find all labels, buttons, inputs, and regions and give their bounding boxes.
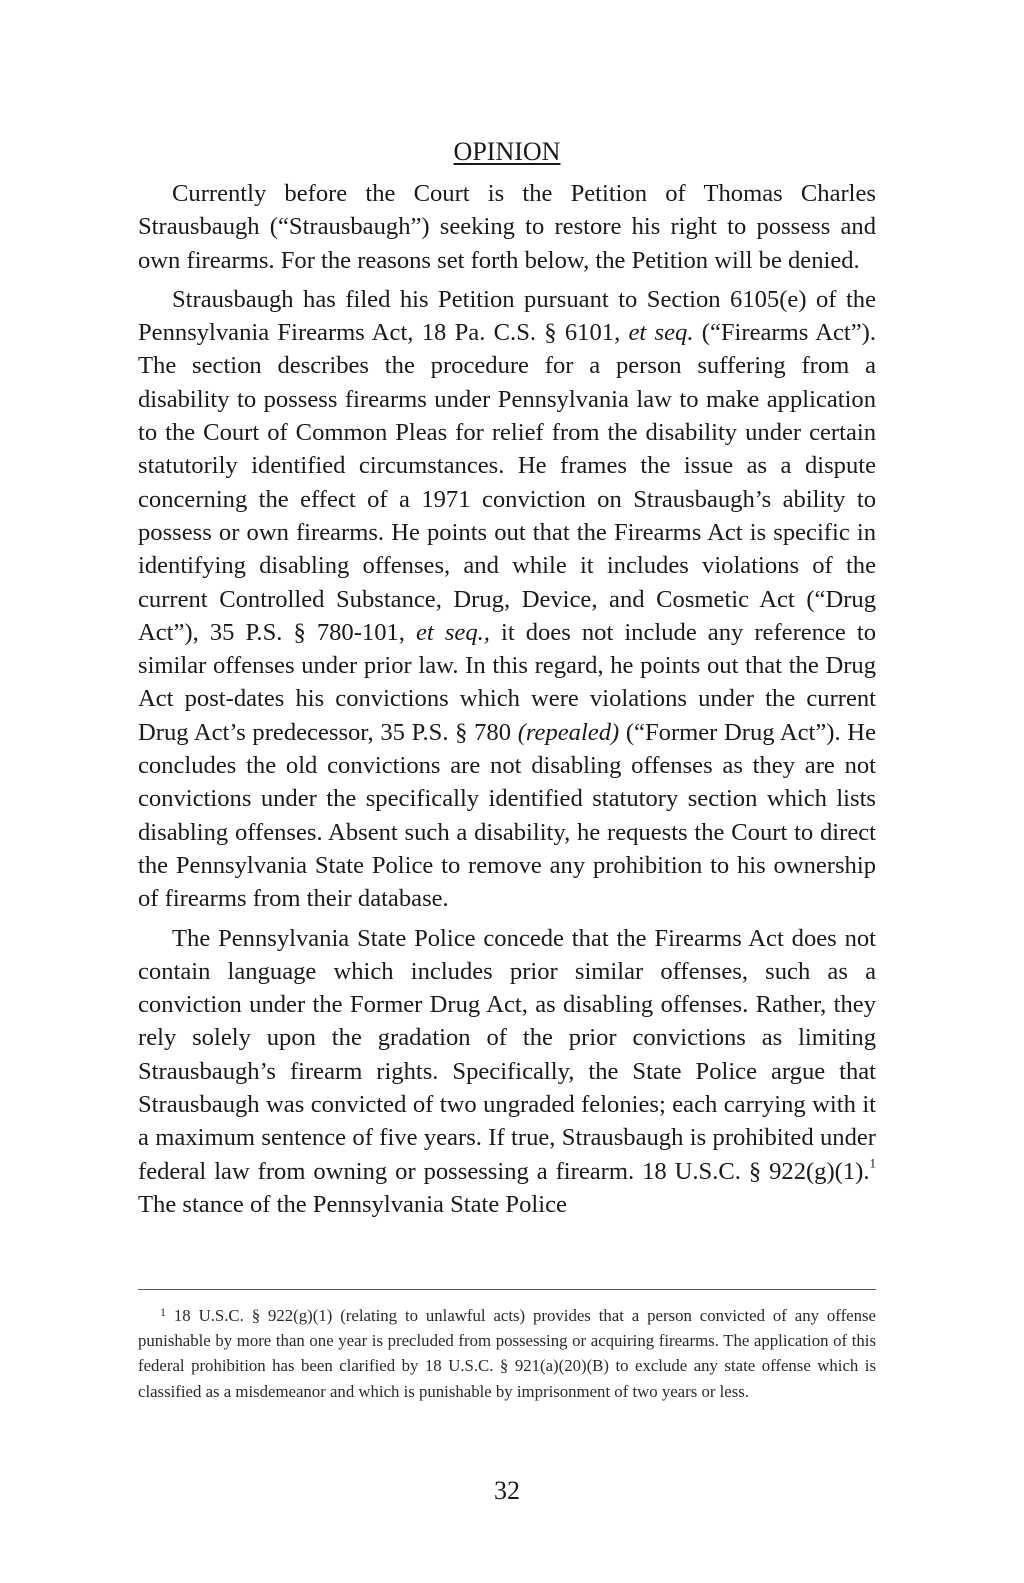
paragraph-text: Strausbaugh has filed his Petition pursuant to Section 6105(e) of the Pennsylvania Firearms Act, 18 Pa. C.S. § 6101, — [138, 285, 876, 347]
page-number: 32 — [494, 1476, 520, 1505]
paragraph-text: Currently before the Court is the Petition of Thomas Charles Strausbaugh (“Strausbaugh”) seeking to restore his right to possess and own firearms. For the reasons set forth below, the Petition will be denied. — [138, 180, 876, 274]
italic-citation: et seq., — [416, 618, 490, 646]
paragraph-text: (“Former Drug Act”). He concludes the old convictions are not disabling offenses as they are not convictions under the specifically identified statutory section which lists disabling offenses. Absent such a disability, he requests the Court to direct the Pennsylvania State Police to remove any prohibition to his ownership of firearms from their database. — [138, 718, 876, 913]
paragraph — [138, 283, 876, 916]
paragraph — [138, 922, 876, 1222]
opinion-body — [138, 177, 876, 1221]
footnote-reference: 1 — [869, 1154, 876, 1170]
paragraph-text: it does not include any reference to similar offenses under prior law. In this regard, he points out that the Drug Act post-dates his convictions which were violations under the current Drug Act’s predecessor, 35 P.S. § 780 — [138, 618, 877, 746]
paragraph — [138, 177, 876, 277]
document-page — [138, 0, 876, 1583]
opinion-heading: OPINION — [453, 137, 561, 166]
italic-citation: et seq. — [628, 319, 694, 347]
paragraph-text: The stance of the Pennsylvania State Police — [138, 1190, 567, 1218]
footnote-marker: 1 — [160, 1305, 166, 1320]
footnote — [138, 1303, 876, 1404]
footnote-text — [138, 1303, 876, 1404]
paragraph-text: The Pennsylvania State Police concede that the Firearms Act does not contain language which includes prior similar offenses, such as a conviction under the Former Drug Act, as disabling offenses. Rather, they rely solely upon the gradation of the prior convictions as limiting Strausbaugh’s firearm rights. Specifically, the State Police argue that Strausbaugh was convicted of two ungraded felonies; each carrying with it a maximum sentence of five years. If true, Strausbaugh is prohibited under federal law from owning or possessing a firearm. 18 U.S.C. § 922(g)(1). — [138, 924, 876, 1185]
paragraph-text: (“Firearms Act”). The section describes the procedure for a person suffering from a disability to possess firearms under Pennsylvania law to make application to the Court of Common Pleas for relief from the disability under certain statutorily identified circumstances. He frames the issue as a dispute concerning the effect of a 1971 conviction on Strausbaugh’s ability to possess or own firearms. He points out that the Firearms Act is specific in identifying disabling offenses, and while it includes violations of the current Controlled Substance, Drug, Device, and Cosmetic Act (“Drug Act”), 35 P.S. § 780-101, — [138, 319, 876, 646]
footnote-body: 18 U.S.C. § 922(g)(1) (relating to unlawful acts) provides that a person convicted of any offense punishable by more than one year is precluded from possessing or acquiring firearms. The application of this federal prohibition has been clarified by 18 U.S.C. § 921(a)(20)(B) to exclude any state offense which is classified as a misdemeanor and which is punishable by imprisonment of two years or less. — [138, 1306, 876, 1401]
footnote-divider — [138, 1289, 876, 1290]
italic-citation: (repealed) — [517, 718, 620, 746]
